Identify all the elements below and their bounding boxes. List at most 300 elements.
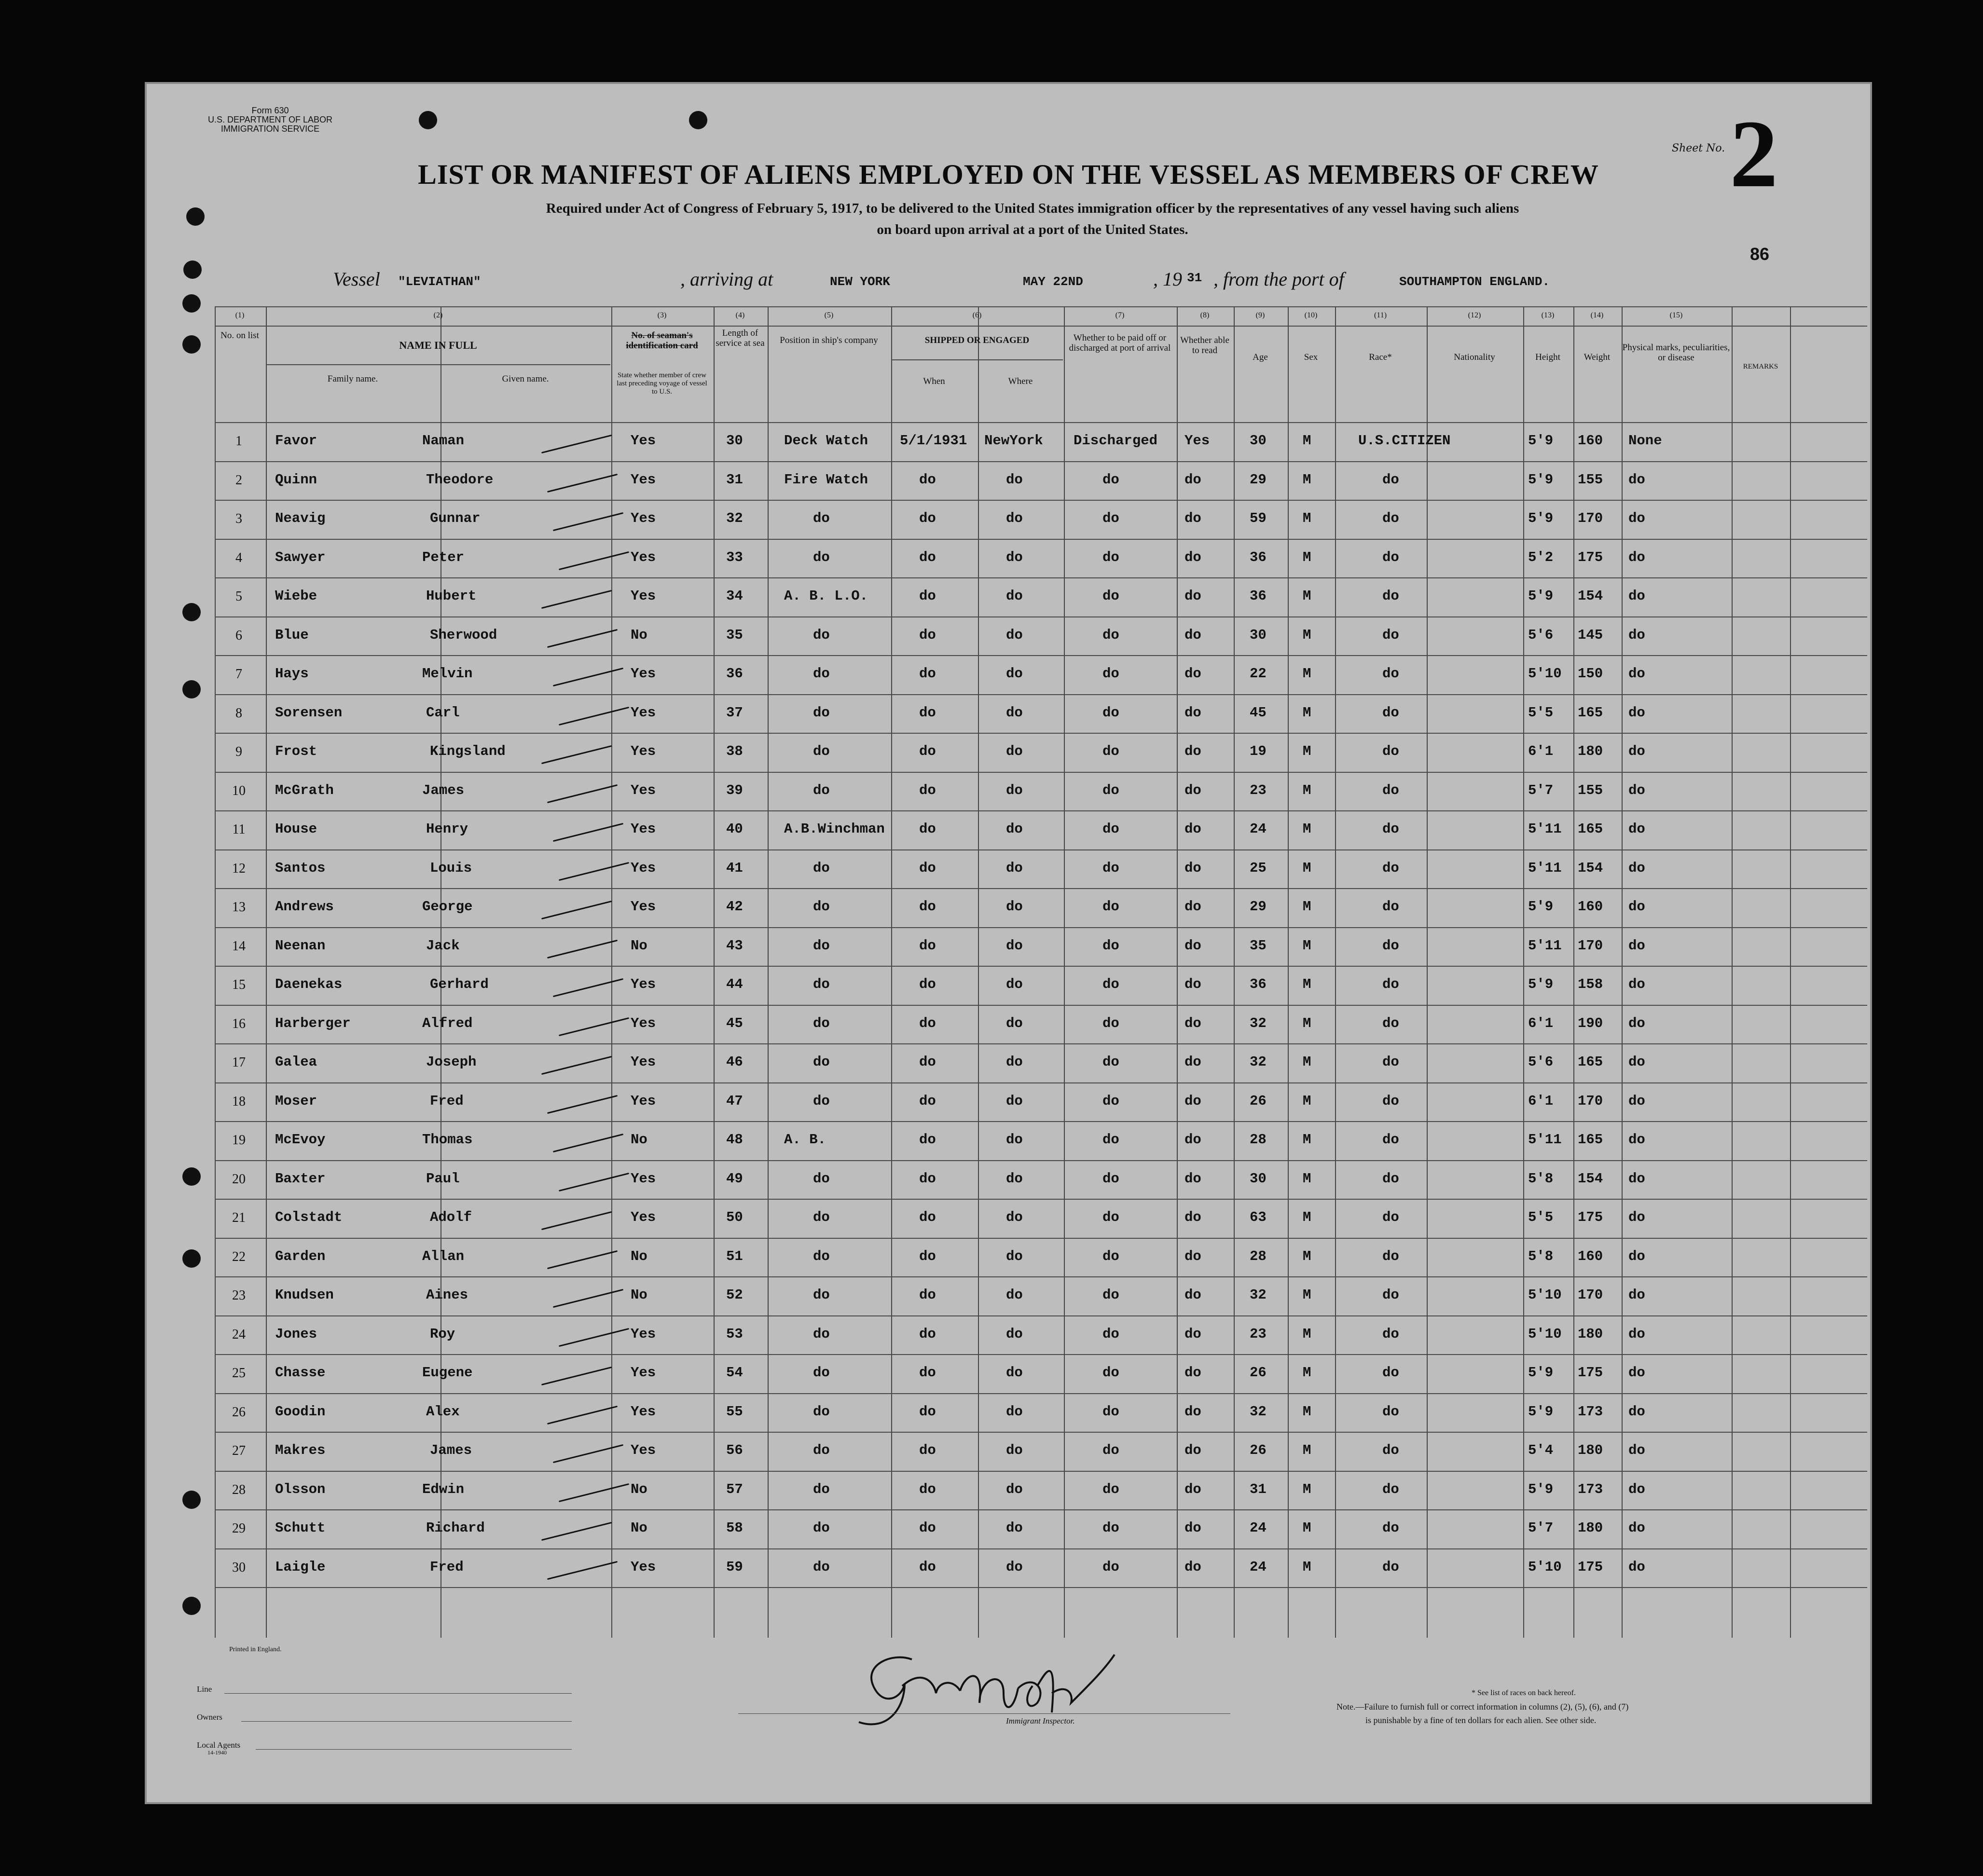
paid-off: do	[1102, 1015, 1119, 1031]
family-name: Olsson	[275, 1481, 326, 1497]
given-name: Thomas	[422, 1132, 473, 1148]
physical-marks: do	[1628, 627, 1645, 643]
length-of-service: 39	[726, 782, 743, 798]
shipped-where: do	[1006, 1248, 1023, 1264]
sex: M	[1303, 1054, 1311, 1070]
sex: M	[1303, 1481, 1311, 1497]
check-mark	[547, 939, 618, 958]
row-rule	[215, 1587, 1867, 1588]
prev-voyage: No	[631, 1287, 647, 1303]
weight: 155	[1578, 782, 1603, 798]
able-to-read: do	[1184, 627, 1201, 643]
sex: M	[1303, 899, 1311, 915]
shipped-where: do	[1006, 1054, 1023, 1070]
given-name: Edwin	[422, 1481, 465, 1497]
shipped-when: do	[919, 1170, 936, 1187]
shipped-when: do	[919, 549, 936, 565]
given-name: Carl	[426, 704, 460, 721]
paid-off: do	[1102, 1287, 1119, 1303]
col-number-7: (7)	[1115, 311, 1125, 319]
family-name: Neavig	[275, 510, 326, 526]
inspector-label: Immigrant Inspector.	[1006, 1716, 1075, 1725]
family-name: House	[275, 821, 317, 837]
row-rule	[215, 1082, 1867, 1083]
race: do	[1382, 1442, 1399, 1458]
age: 23	[1250, 1326, 1267, 1342]
length-of-service: 56	[726, 1442, 743, 1458]
col-header-family: Family name.	[327, 374, 378, 384]
inspector-rule	[738, 1713, 1230, 1714]
row-number: 23	[232, 1288, 246, 1303]
paid-off: do	[1102, 1132, 1119, 1148]
row-rule	[215, 1393, 1867, 1394]
shipped-when: do	[919, 627, 936, 643]
family-name: Goodin	[275, 1403, 326, 1420]
shipped-where: do	[1006, 782, 1023, 798]
length-of-service: 54	[726, 1365, 743, 1381]
race: do	[1382, 1287, 1399, 1303]
position: do	[813, 1326, 830, 1342]
col-header-sex: Sex	[1304, 352, 1318, 362]
shipped-where: do	[1006, 471, 1023, 488]
sheet-number: 2	[1730, 101, 1778, 207]
department-name: U.S. DEPARTMENT OF LABOR	[207, 115, 333, 124]
crew-table	[215, 306, 1867, 1638]
col-header-paid-off: Whether to be paid off or discharged at port of arrival	[1069, 333, 1171, 353]
position: do	[813, 1559, 830, 1575]
shipped-when: do	[919, 1365, 936, 1381]
family-name: Neenan	[275, 937, 326, 954]
shipped-when: do	[919, 1287, 936, 1303]
prev-voyage: Yes	[631, 704, 656, 721]
physical-marks: do	[1628, 1365, 1645, 1381]
row-rule	[215, 927, 1867, 928]
family-name: Garden	[275, 1248, 326, 1264]
given-name: Alfred	[422, 1015, 473, 1031]
weight: 170	[1578, 937, 1603, 954]
position: do	[813, 899, 830, 915]
vessel-line	[145, 268, 1872, 297]
age: 24	[1250, 1520, 1267, 1536]
note-fine-1: Note.—Failure to furnish full or correct information in columns (2), (5), (6), and (7)	[1336, 1702, 1629, 1712]
given-name: Paul	[426, 1170, 460, 1187]
col-number-6: (6)	[972, 311, 982, 319]
row-rule	[215, 1238, 1867, 1239]
given-name: James	[430, 1442, 472, 1458]
check-mark	[547, 1250, 618, 1269]
col-number-13: (13)	[1541, 311, 1555, 319]
shipped-when: do	[919, 666, 936, 682]
height: 5'9	[1528, 433, 1554, 449]
able-to-read: Yes	[1184, 433, 1210, 449]
age: 25	[1250, 860, 1267, 876]
physical-marks: do	[1628, 1054, 1645, 1070]
race: do	[1382, 1481, 1399, 1497]
given-name: Aines	[426, 1287, 468, 1303]
family-name: Jones	[275, 1326, 317, 1342]
height: 5'5	[1528, 704, 1554, 721]
paid-off: do	[1102, 1054, 1119, 1070]
able-to-read: do	[1184, 1248, 1201, 1264]
race: do	[1382, 1559, 1399, 1575]
age: 30	[1250, 433, 1267, 449]
length-of-service: 42	[726, 899, 743, 915]
age: 29	[1250, 471, 1267, 488]
family-name: Sawyer	[275, 549, 326, 565]
paid-off: do	[1102, 666, 1119, 682]
col-number-3: (3)	[657, 311, 667, 319]
shipped-when: do	[919, 1054, 936, 1070]
sex: M	[1303, 821, 1311, 837]
column-rule	[768, 306, 769, 1638]
shipped-when: do	[919, 782, 936, 798]
age: 26	[1250, 1442, 1267, 1458]
weight: 175	[1578, 1559, 1603, 1575]
physical-marks: do	[1628, 1442, 1645, 1458]
shipped-when: do	[919, 860, 936, 876]
length-of-service: 51	[726, 1248, 743, 1264]
paid-off: do	[1102, 1442, 1119, 1458]
paid-off: do	[1102, 1326, 1119, 1342]
check-mark	[559, 1172, 629, 1191]
position: do	[813, 627, 830, 643]
col-header-id-card: No. of seaman's identification card	[626, 330, 698, 351]
line-rule	[224, 1693, 572, 1694]
col-header-where: Where	[1008, 376, 1033, 386]
shipped-where: do	[1006, 1015, 1023, 1031]
weight: 170	[1578, 1093, 1603, 1109]
punch-hole	[689, 111, 707, 129]
column-rule	[978, 306, 979, 1638]
col-number-10: (10)	[1304, 311, 1318, 319]
column-rule	[1622, 306, 1623, 1638]
family-name: McGrath	[275, 782, 334, 798]
row-rule	[215, 1005, 1867, 1006]
physical-marks: do	[1628, 937, 1645, 954]
shipped-when: do	[919, 937, 936, 954]
check-mark	[559, 1328, 629, 1346]
col-number-1: (1)	[235, 311, 245, 319]
page-subtitle	[367, 198, 1698, 240]
family-name: Makres	[275, 1442, 326, 1458]
paid-off: do	[1102, 860, 1119, 876]
length-of-service: 57	[726, 1481, 743, 1497]
race: do	[1382, 782, 1399, 798]
shipped-when: do	[919, 510, 936, 526]
column-rule	[891, 306, 892, 1638]
shipped-where: do	[1006, 510, 1023, 526]
able-to-read: do	[1184, 937, 1201, 954]
able-to-read: do	[1184, 588, 1201, 604]
check-mark	[553, 978, 623, 997]
able-to-read: do	[1184, 899, 1201, 915]
paid-off: do	[1102, 1481, 1119, 1497]
able-to-read: do	[1184, 1093, 1201, 1109]
age: 36	[1250, 976, 1267, 992]
length-of-service: 47	[726, 1093, 743, 1109]
height: 5'10	[1528, 666, 1562, 682]
age: 22	[1250, 666, 1267, 682]
column-rule	[1573, 306, 1574, 1638]
height: 5'9	[1528, 1403, 1554, 1420]
length-of-service: 38	[726, 743, 743, 759]
race: do	[1382, 549, 1399, 565]
age: 35	[1250, 937, 1267, 954]
form-code: 14-1940	[207, 1749, 227, 1756]
row-number: 21	[232, 1210, 246, 1225]
position: do	[813, 1015, 830, 1031]
shipped-when: do	[919, 588, 936, 604]
row-rule	[215, 1509, 1867, 1510]
row-rule	[215, 577, 1867, 578]
prev-voyage: Yes	[631, 860, 656, 876]
family-name: Andrews	[275, 899, 334, 915]
family-name: Quinn	[275, 471, 317, 488]
col-header-height: Height	[1535, 352, 1560, 362]
prev-voyage: Yes	[631, 1326, 656, 1342]
age: 26	[1250, 1093, 1267, 1109]
col-number-4: (4)	[735, 311, 745, 319]
owners-rule	[241, 1721, 572, 1722]
position: do	[813, 860, 830, 876]
paid-off: do	[1102, 704, 1119, 721]
age: 45	[1250, 704, 1267, 721]
row-number: 12	[232, 861, 246, 876]
physical-marks: do	[1628, 1326, 1645, 1342]
column-rule	[1427, 306, 1428, 1638]
race: do	[1382, 1520, 1399, 1536]
paid-off: do	[1102, 1170, 1119, 1187]
paid-off: do	[1102, 471, 1119, 488]
form-header	[207, 106, 333, 134]
age: 24	[1250, 821, 1267, 837]
weight: 180	[1578, 1442, 1603, 1458]
row-number: 17	[232, 1055, 246, 1070]
height: 5'2	[1528, 549, 1554, 565]
paid-off: do	[1102, 1403, 1119, 1420]
physical-marks: do	[1628, 666, 1645, 682]
position: do	[813, 1520, 830, 1536]
row-rule	[215, 1471, 1867, 1472]
shipped-when: do	[919, 976, 936, 992]
paid-off: do	[1102, 1559, 1119, 1575]
age: 23	[1250, 782, 1267, 798]
check-mark	[541, 1056, 612, 1075]
able-to-read: do	[1184, 976, 1201, 992]
paid-off: do	[1102, 1248, 1119, 1264]
sex: M	[1303, 1442, 1311, 1458]
sex: M	[1303, 1403, 1311, 1420]
form-number: Form 630	[251, 106, 289, 115]
paid-off: do	[1102, 627, 1119, 643]
race: do	[1382, 937, 1399, 954]
position: A.B.Winchman	[784, 821, 885, 837]
length-of-service: 44	[726, 976, 743, 992]
height: 5'8	[1528, 1170, 1554, 1187]
family-name: Moser	[275, 1093, 317, 1109]
shipped-where: do	[1006, 588, 1023, 604]
position: do	[813, 1403, 830, 1420]
col-header-prev-voyage: State whether member of crew last preceding voyage of vessel to U.S.	[617, 371, 707, 396]
column-rule	[1523, 306, 1524, 1638]
col-number-5: (5)	[824, 311, 834, 319]
subtitle-line-2: on board upon arrival at a port of the United States.	[877, 222, 1188, 237]
column-rule	[1335, 306, 1336, 1638]
weight: 154	[1578, 1170, 1603, 1187]
height: 5'11	[1528, 1132, 1562, 1148]
weight: 154	[1578, 588, 1603, 604]
given-name: Henry	[426, 821, 468, 837]
height: 5'9	[1528, 899, 1554, 915]
family-name: Daenekas	[275, 976, 343, 992]
check-mark	[553, 823, 623, 842]
check-mark	[547, 629, 618, 647]
given-name: Adolf	[430, 1209, 472, 1225]
check-mark	[553, 668, 623, 686]
check-mark	[547, 1561, 618, 1579]
row-rule	[891, 359, 1063, 360]
family-name: Laigle	[275, 1559, 326, 1575]
able-to-read: do	[1184, 860, 1201, 876]
height: 5'11	[1528, 821, 1562, 837]
row-rule	[215, 1160, 1867, 1161]
prev-voyage: Yes	[631, 1559, 656, 1575]
position: do	[813, 1248, 830, 1264]
family-name: Colstadt	[275, 1209, 343, 1225]
race: do	[1382, 1209, 1399, 1225]
length-of-service: 33	[726, 549, 743, 565]
col-number-14: (14)	[1590, 311, 1604, 319]
position: do	[813, 1054, 830, 1070]
weight: 175	[1578, 1365, 1603, 1381]
race: do	[1382, 899, 1399, 915]
sex: M	[1303, 666, 1311, 682]
age: 32	[1250, 1054, 1267, 1070]
able-to-read: do	[1184, 471, 1201, 488]
physical-marks: do	[1628, 821, 1645, 837]
age: 32	[1250, 1287, 1267, 1303]
position: do	[813, 1442, 830, 1458]
shipped-when: do	[919, 1248, 936, 1264]
sex: M	[1303, 782, 1311, 798]
race: do	[1382, 1132, 1399, 1148]
sex: M	[1303, 510, 1311, 526]
shipped-where: do	[1006, 549, 1023, 565]
age: 63	[1250, 1209, 1267, 1225]
shipped-when: do	[919, 821, 936, 837]
position: do	[813, 782, 830, 798]
shipped-when: 5/1/1931	[900, 433, 967, 449]
shipped-where: do	[1006, 860, 1023, 876]
length-of-service: 34	[726, 588, 743, 604]
age: 36	[1250, 549, 1267, 565]
position: Deck Watch	[784, 433, 868, 449]
row-rule	[215, 1548, 1867, 1549]
row-rule	[215, 1315, 1867, 1316]
race: do	[1382, 1403, 1399, 1420]
shipped-where: do	[1006, 1520, 1023, 1536]
departure-port: SOUTHAMPTON ENGLAND.	[1399, 274, 1550, 289]
weight: 150	[1578, 666, 1603, 682]
shipped-when: do	[919, 704, 936, 721]
given-name: James	[422, 782, 465, 798]
check-mark	[541, 745, 612, 764]
page-number: 86	[1750, 244, 1770, 264]
vessel-name: "LEVIATHAN"	[398, 274, 481, 289]
paid-off: do	[1102, 1520, 1119, 1536]
row-number: 29	[232, 1521, 246, 1536]
printed-note: Printed in England.	[229, 1646, 282, 1653]
family-name: Harberger	[275, 1015, 351, 1031]
age: 30	[1250, 1170, 1267, 1187]
able-to-read: do	[1184, 549, 1201, 565]
age: 31	[1250, 1481, 1267, 1497]
position: do	[813, 937, 830, 954]
row-number: 4	[235, 550, 242, 565]
shipped-where: do	[1006, 1365, 1023, 1381]
age: 59	[1250, 510, 1267, 526]
shipped-when: do	[919, 1559, 936, 1575]
given-name: Peter	[422, 549, 465, 565]
physical-marks: do	[1628, 899, 1645, 915]
check-mark	[541, 1367, 612, 1385]
race: do	[1382, 1015, 1399, 1031]
race: do	[1382, 627, 1399, 643]
paid-off: do	[1102, 549, 1119, 565]
row-number: 7	[235, 667, 242, 682]
position: do	[813, 743, 830, 759]
prev-voyage: Yes	[631, 1093, 656, 1109]
row-number: 3	[235, 511, 242, 526]
row-number: 16	[232, 1016, 246, 1031]
prev-voyage: Yes	[631, 743, 656, 759]
row-number: 14	[232, 938, 246, 954]
note-fine-2: is punishable by a fine of ten dollars for each alien. See other side.	[1365, 1715, 1597, 1725]
punch-hole	[182, 1167, 201, 1186]
physical-marks: do	[1628, 1481, 1645, 1497]
shipped-where: do	[1006, 1403, 1023, 1420]
check-mark	[559, 862, 629, 880]
family-name: Schutt	[275, 1520, 326, 1536]
row-rule	[215, 326, 1867, 327]
check-mark	[547, 473, 618, 492]
age: 26	[1250, 1365, 1267, 1381]
row-rule	[215, 966, 1867, 967]
punch-hole	[186, 207, 205, 226]
row-number: 26	[232, 1404, 246, 1420]
check-mark	[553, 1134, 623, 1152]
sex: M	[1303, 433, 1311, 449]
given-name: Louis	[430, 860, 472, 876]
shipped-where: do	[1006, 1481, 1023, 1497]
able-to-read: do	[1184, 510, 1201, 526]
page-footer	[145, 1640, 1872, 1799]
weight: 165	[1578, 1054, 1603, 1070]
check-mark	[547, 784, 618, 803]
sex: M	[1303, 1287, 1311, 1303]
column-rule	[1732, 306, 1733, 1638]
col-header-nationality: Nationality	[1454, 352, 1495, 362]
agents-label: Local Agents	[197, 1740, 241, 1750]
able-to-read: do	[1184, 1481, 1201, 1497]
weight: 170	[1578, 1287, 1603, 1303]
shipped-where: do	[1006, 1326, 1023, 1342]
sex: M	[1303, 1093, 1311, 1109]
row-number: 19	[232, 1133, 246, 1148]
weight: 165	[1578, 1132, 1603, 1148]
row-rule	[215, 500, 1867, 501]
shipped-where: do	[1006, 1559, 1023, 1575]
